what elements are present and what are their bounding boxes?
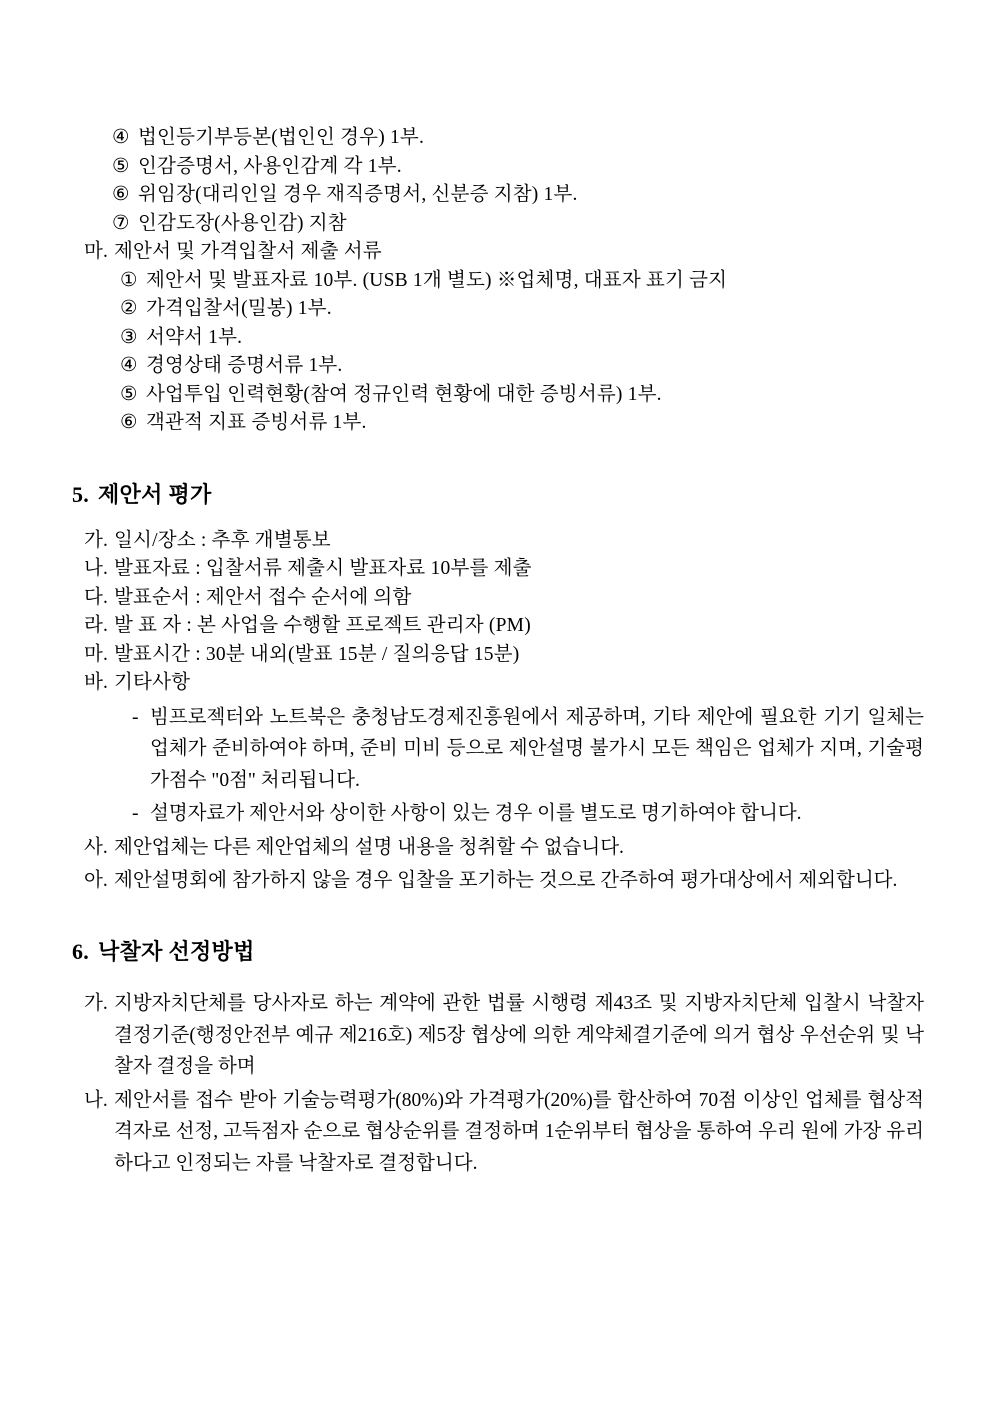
list-text: 발표자료 : 입찰서류 제출시 발표자료 10부를 제출 <box>114 558 532 579</box>
list-text: 제안서를 접수 받아 기술능력평가(80%)와 가격평가(20%)를 합산하여 70점 이상인 업체를 협상적격자로 선정, 고득점자 순으로 협상순위를 결정하며 1순위부터 협상을 통하여 우리 원에 가장 유리하다고 인정되는 자를 낙찰자로 결정합니다. <box>114 1089 924 1174</box>
list-marker: ⑥ <box>112 184 130 205</box>
list-text: 경영상태 증명서류 1부. <box>146 355 343 376</box>
list-marker: 가. <box>84 529 109 551</box>
list-text: 설명자료가 제안서와 상이한 사항이 있는 경우 이를 별도로 명기하여야 합니다. <box>150 803 802 825</box>
list-text: 기타사항 <box>114 672 191 693</box>
list-marker: ⑦ <box>112 212 130 234</box>
spacer <box>72 442 928 478</box>
list-marker: ② <box>120 298 138 319</box>
list-text: 가격입찰서(밀봉) 1부. <box>146 298 332 319</box>
list-text: 위임장(대리인일 경우 재직증명서, 신분증 지참) 1부. <box>138 184 578 205</box>
list-text: 제안서 및 발표자료 10부. (USB 1개 별도) ※업체명, 대표자 표기 금지 <box>146 269 728 291</box>
list-text: 일시/장소 : 추후 개별통보 <box>114 529 331 551</box>
section-number: 6. <box>72 938 90 964</box>
list-item <box>72 559 928 579</box>
list-text: 발 표 자 : 본 사업을 수행할 프로젝트 관리자 (PM) <box>114 615 531 636</box>
list-marker: 나. <box>84 1089 108 1111</box>
section-title: 낙찰자 선정방법 <box>98 938 255 964</box>
list-item <box>72 128 928 148</box>
list-marker: 아. <box>84 870 108 892</box>
list-item <box>72 673 928 693</box>
list-item <box>72 157 928 177</box>
list-text: 서약서 1부. <box>146 326 243 348</box>
list-item <box>72 328 928 348</box>
list-text: 법인등기부등본(법인인 경우) 1부. <box>138 127 425 148</box>
list-item <box>72 865 928 897</box>
list-text: 인감도장(사용인감) 지참 <box>138 212 347 234</box>
document-content <box>72 128 928 1181</box>
list-marker: 가. <box>84 992 108 1014</box>
list-text: 빔프로젝터와 노트북은 충청남도경제진흥원에서 제공하며, 기타 제안에 필요한 기기 일체는 업체가 준비하여야 하며, 준비 미비 등으로 제안설명 불가시 모든 책임은 업체가 지며, 기술평가점수 "0점" 처리됩니다. <box>150 706 924 791</box>
list-marker: 마. <box>84 241 109 262</box>
list-item <box>72 413 928 433</box>
list-marker: - <box>132 706 139 728</box>
list-item-dash <box>72 702 928 797</box>
list-marker: 라. <box>84 615 109 636</box>
list-marker: 사. <box>84 836 108 858</box>
list-marker: 다. <box>84 586 109 608</box>
list-marker: ⑤ <box>120 383 138 405</box>
list-item <box>72 645 928 665</box>
list-item <box>72 988 928 1083</box>
spacer <box>72 899 928 935</box>
list-item <box>72 185 928 205</box>
list-marker: 바. <box>84 672 109 693</box>
list-text: 지방자치단체를 당사자로 하는 계약에 관한 법률 시행령 제43조 및 지방자치단체 입찰시 낙찰자 결정기준(행정안전부 예규 제216호) 제5장 협상에 의한 계약체결기준에 의거 협상 우선순위 및 낙찰자 결정을 하며 <box>114 992 924 1078</box>
list-text: 사업투입 인력현황(참여 정규인력 현황에 대한 증빙서류) 1부. <box>146 383 662 405</box>
list-text: 제안업체는 다른 제안업체의 설명 내용을 청취할 수 없습니다. <box>114 836 624 858</box>
section-title: 제안서 평가 <box>98 481 212 507</box>
list-text: 발표시간 : 30분 내외(발표 15분 / 질의응답 15분) <box>114 643 520 665</box>
spacer <box>72 978 928 988</box>
list-item <box>72 531 928 551</box>
list-item <box>72 385 928 405</box>
list-text: 제안서 및 가격입찰서 제출 서류 <box>114 241 382 262</box>
list-marker: ⑤ <box>112 155 130 177</box>
section-heading-6 <box>72 935 928 966</box>
list-text: 제안설명회에 참가하지 않을 경우 입찰을 포기하는 것으로 간주하여 평가대상에서 제외합니다. <box>114 870 898 892</box>
list-text: 객관적 지표 증빙서류 1부. <box>146 412 367 433</box>
list-marker: ① <box>120 269 138 291</box>
list-item <box>72 616 928 636</box>
list-marker: 나. <box>84 558 109 579</box>
list-marker: 마. <box>84 643 109 665</box>
list-item <box>72 832 928 864</box>
list-marker: ④ <box>120 355 138 376</box>
list-text: 인감증명서, 사용인감계 각 1부. <box>138 155 402 177</box>
list-item-ma <box>72 242 928 262</box>
list-text: 발표순서 : 제안서 접수 순서에 의함 <box>114 586 412 608</box>
list-item <box>72 588 928 608</box>
list-item <box>72 299 928 319</box>
section-number: 5. <box>72 481 90 507</box>
list-item <box>72 214 928 234</box>
list-item <box>72 1085 928 1180</box>
list-marker: ④ <box>112 127 130 148</box>
list-marker: - <box>132 803 139 825</box>
list-marker: ⑥ <box>120 412 138 433</box>
list-item-dash <box>72 798 928 830</box>
list-item <box>72 356 928 376</box>
list-item <box>72 271 928 291</box>
list-marker: ③ <box>120 326 138 348</box>
section-heading-5 <box>72 478 928 509</box>
